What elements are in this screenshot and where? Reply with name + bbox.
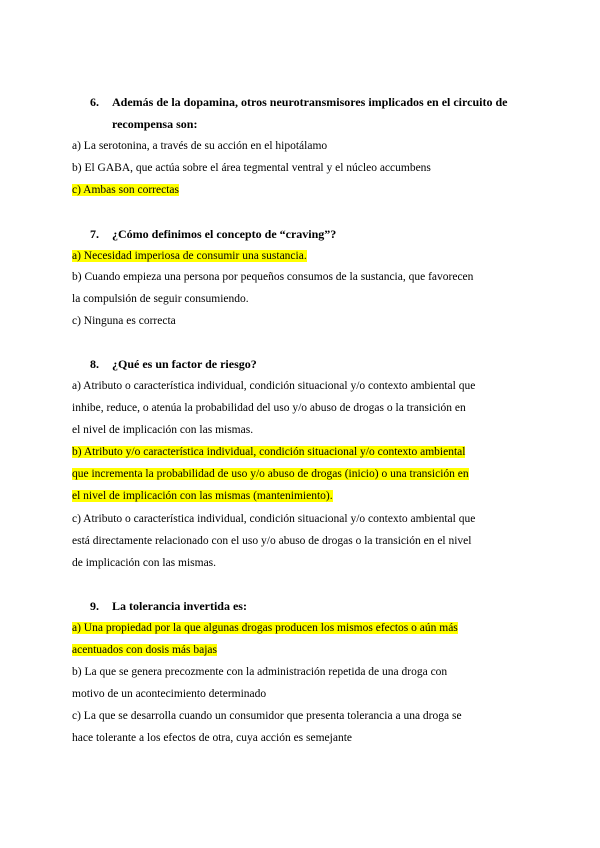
question-8-option-c-cont: de implicación con las mismas. (72, 557, 217, 569)
question-8-option-a-cont: el nivel de implicación con las mismas. (72, 424, 254, 436)
question-number: 7. (90, 227, 99, 241)
question-9-option-c: c) La que se desarrolla cuando un consumidor que presenta tolerancia a una droga se (72, 710, 462, 722)
question-9-option-a (72, 617, 458, 639)
question-6-option-a: a) La serotonina, a través de su acción en el hipotálamo (72, 140, 328, 152)
highlighted-answer: a) Una propiedad por la que algunas drogas producen los mismos efectos o aún más (72, 622, 458, 634)
question-7-option-a (72, 245, 307, 267)
highlighted-answer: que incrementa la probabilidad de uso y/o abuso de drogas (inicio) o una transición en (72, 468, 469, 480)
question-text: La tolerancia invertida es: (112, 599, 247, 613)
question-6-title-cont: recompensa son: (112, 117, 198, 131)
question-8-option-a-cont: inhibe, reduce, o atenúa la probabilidad del uso y/o abuso de drogas o la transición en (72, 402, 466, 414)
question-8-option-b-cont (72, 463, 469, 485)
question-6-option-c (72, 179, 179, 201)
question-8-option-b (72, 441, 465, 463)
question-text: Además de la dopamina, otros neurotransmisores implicados en el circuito de (112, 95, 508, 109)
highlighted-answer: b) Atributo y/o característica individual, condición situacional y/o contexto ambiental (72, 446, 466, 458)
question-6-option-b: b) El GABA, que actúa sobre el área tegmental ventral y el núcleo accumbens (72, 162, 431, 174)
question-8-option-b-cont (72, 485, 333, 507)
question-8-option-a: a) Atributo o característica individual, condición situacional y/o contexto ambiental que (72, 380, 476, 392)
highlighted-answer: a) Necesidad imperiosa de consumir una sustancia. (72, 250, 307, 262)
question-9-option-a-cont (72, 639, 217, 661)
question-text: ¿Qué es un factor de riesgo? (112, 357, 257, 371)
question-8-option-c: c) Atributo o característica individual, condición situacional y/o contexto ambiental que (72, 513, 476, 525)
question-8-title (90, 353, 257, 375)
question-7-option-b: b) Cuando empieza una persona por pequeños consumos de la sustancia, que favorecen (72, 271, 474, 283)
question-7-title (90, 223, 336, 245)
question-7-option-b-cont: la compulsión de seguir consumiendo. (72, 293, 249, 305)
question-number: 8. (90, 357, 99, 371)
question-number: 9. (90, 599, 99, 613)
question-9-option-b: b) La que se genera precozmente con la administración repetida de una droga con (72, 666, 448, 678)
highlighted-answer: c) Ambas son correctas (72, 184, 179, 196)
question-number: 6. (90, 95, 99, 109)
question-9-title (90, 595, 247, 617)
highlighted-answer: acentuados con dosis más bajas (72, 644, 217, 656)
highlighted-answer: el nivel de implicación con las mismas (mantenimiento). (72, 490, 333, 502)
question-8-option-c-cont: está directamente relacionado con el uso y/o abuso de drogas o la transición en el nivel (72, 535, 472, 547)
question-6-title (90, 91, 507, 113)
question-9-option-c-cont: hace tolerante a los efectos de otra, cuya acción es semejante (72, 732, 353, 744)
question-7-option-c: c) Ninguna es correcta (72, 315, 176, 327)
question-9-option-b-cont: motivo de un acontecimiento determinado (72, 688, 267, 700)
question-text: ¿Cómo definimos el concepto de “craving”? (112, 227, 337, 241)
